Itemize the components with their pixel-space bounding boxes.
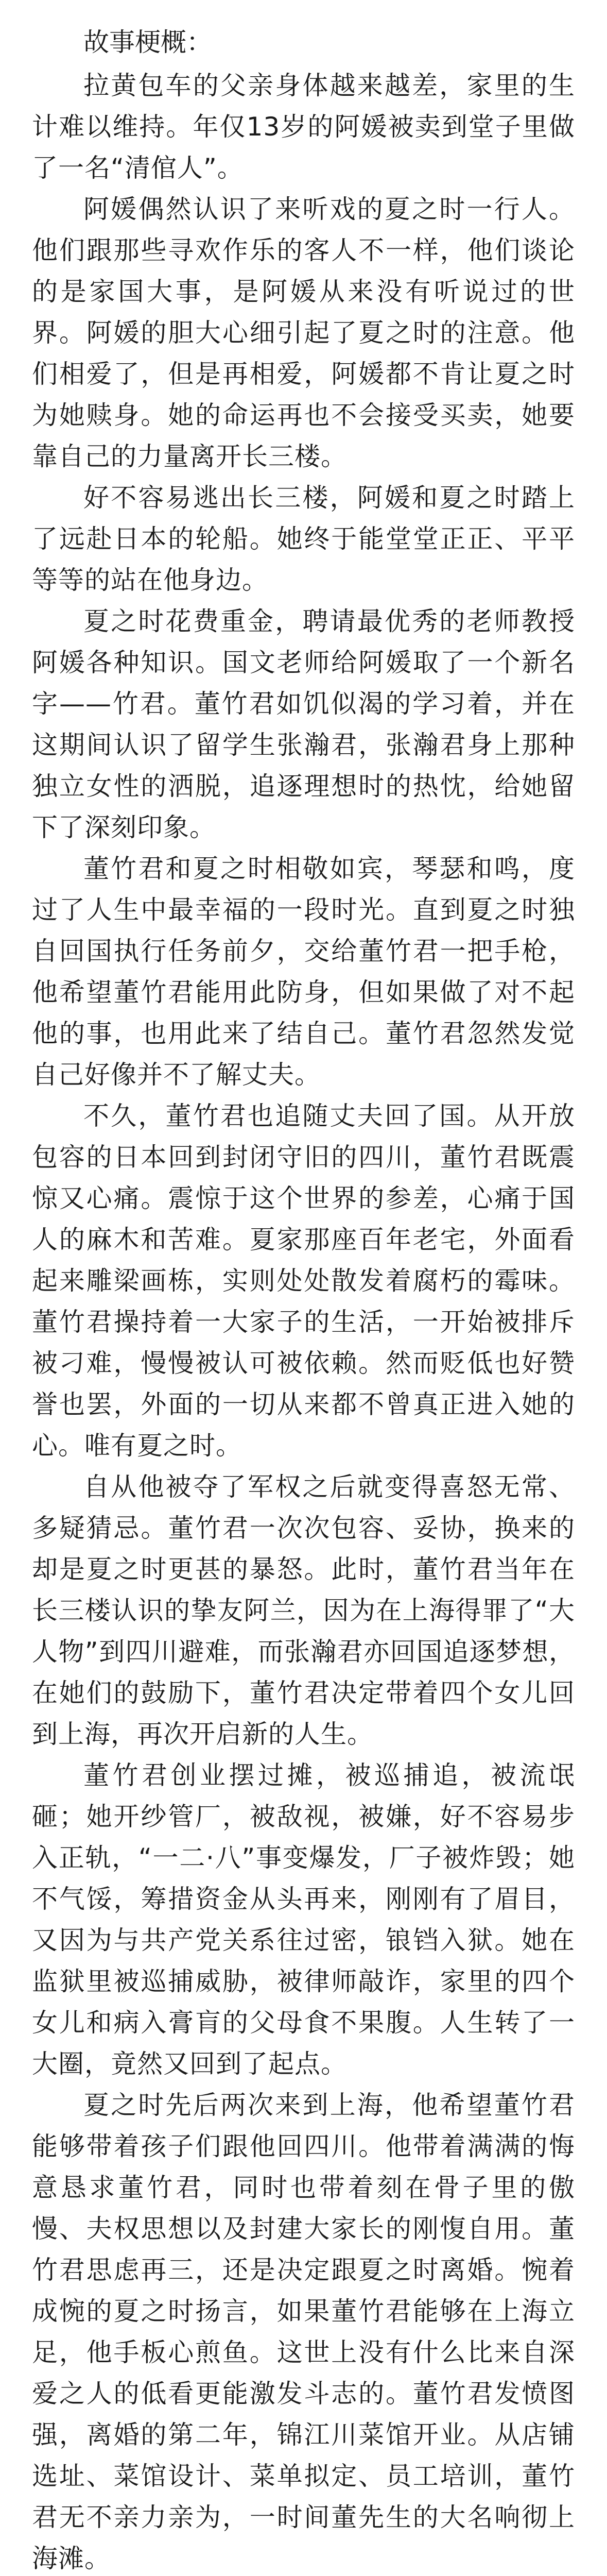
paragraph-9: 夏之时先后两次来到上海，他希望董竹君能够带着孩子们跟他回四川。他带着满满的悔意恳求董竹君，同时也带着刻在骨子里的傲慢、夫权思想以及封建大家长的刚愎自用。董竹君思虑再三，还是决定跟夏之时离婚。惋着成惋的夏之时扬言，如果董竹君能够在上海立足，他手板心煎鱼。这世上没有什么比来自深爱之人的低看更能激发斗志的。董竹君发愤图强，离婚的第二年，锦江川菜馆开业。从店铺选址、菜馆设计、菜单拟定、员工培训，董竹君无不亲力亲为，一时间董先生的大名响彻上海滩。: [32, 2090, 575, 2573]
paragraph-4: 夏之时花费重金，聘请最优秀的老师教授阿媛各种知识。国文老师给阿媛取了一个新名字——竹君。董竹君如饥似渴的学习着，并在这期间认识了留学生张瀚君，张瀚君身上那种独立女性的洒脱，追逐理想时的热忱，给她留下了深刻印象。: [32, 606, 575, 842]
paragraph-7: 自从他被夺了军权之后就变得喜怒无常、多疑猜忌。董竹君一次次包容、妥协，换来的却是夏之时更甚的暴怒。此时，董竹君当年在长三楼认识的挚友阿兰，因为在上海得罪了“大人物”到四川避难，而张瀚君亦回国追逐梦想，在她们的鼓励下，董竹君决定带着四个女儿回到上海，再次开启新的人生。: [32, 1472, 575, 1749]
paragraph-3: 好不容易逃出长三楼，阿媛和夏之时踏上了远赴日本的轮船。她终于能堂堂正正、平平等等的站在他身边。: [32, 483, 575, 595]
paragraph-8: 董竹君创业摆过摊，被巡捕追，被流氓砸；她开纱管厂，被敌视，被嫌，好不容易步入正轨，“一二·八”事变爆发，厂子被炸毁；她不气馁，筹措资金从头再来，刚刚有了眉目，又因为与共产党关系往过密，锒铛入狱。她在监狱里被巡捕威胁，被律师敲诈，家里的四个女儿和病入膏肓的父母食不果腹。人生转了一大圈，竟然又回到了起点。: [32, 1760, 575, 2079]
paragraph-5: 董竹君和夏之时相敬如宾，琴瑟和鸣，度过了人生中最幸福的一段时光。直到夏之时独自回国执行任务前夕，交给董竹君一把手枪，他希望董竹君能用此防身，但如果做了对不起他的事，也用此来了结自己。董竹君忽然发觉自己好像并不了解丈夫。: [32, 854, 575, 1090]
paragraph-1: 拉黄包车的父亲身体越来越差，家里的生计难以维持。年仅13岁的阿媛被卖到堂子里做了一名“清倌人”。: [32, 71, 575, 183]
synopsis-heading: 故事梗概：: [83, 27, 212, 57]
paragraph-2: 阿媛偶然认识了来听戏的夏之时一行人。他们跟那些寻欢作乐的客人不一样，他们谈论的是家国大事，是阿媛从来没有听说过的世界。阿媛的胆大心细引起了夏之时的注意。他们相爱了，但是再相爱，阿媛都不肯让夏之时为她赎身。她的命运再也不会接受买卖，她要靠自己的力量离开长三楼。: [32, 194, 575, 471]
paragraph-6: 不久，董竹君也追随丈夫回了国。从开放包容的日本回到封闭守旧的四川，董竹君既震惊又心痛。震惊于这个世界的参差，心痛于国人的麻木和苦难。夏家那座百年老宅，外面看起来雕梁画栋，实则处处散发着腐朽的霉味。董竹君操持着一大家子的生活，一开始被排斥被刁难，慢慢被认可被依赖。然而贬低也好赞誉也罢，外面的一切从来都不曾真正进入她的心。唯有夏之时。: [32, 1101, 575, 1461]
